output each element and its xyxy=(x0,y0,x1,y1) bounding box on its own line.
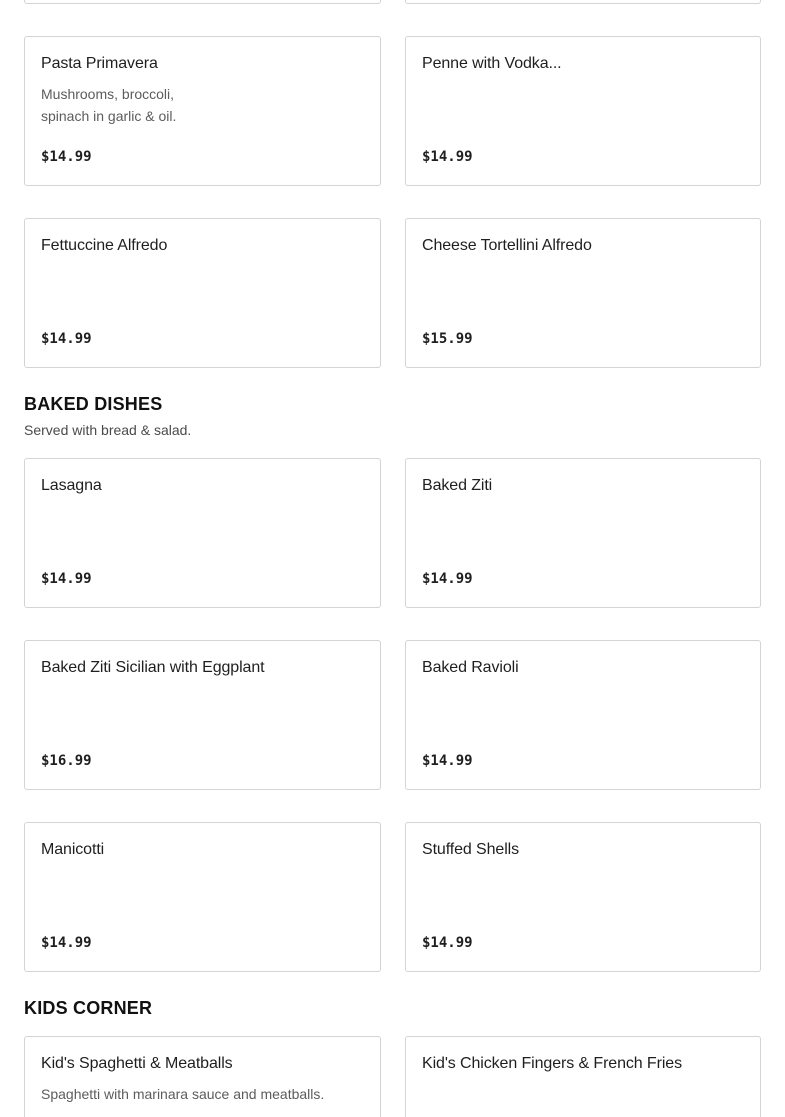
section-title-baked-dishes: BAKED DISHES xyxy=(24,394,163,414)
menu-item-card[interactable] xyxy=(24,218,381,368)
item-name: Manicotti xyxy=(41,841,105,858)
item-name: Cheese Tortellini Alfredo xyxy=(422,237,592,254)
item-description: Mushrooms, broccoli, spinach in garlic & oil. xyxy=(41,86,177,124)
item-name: Baked Ravioli xyxy=(422,659,519,676)
item-name: Lasagna xyxy=(41,477,102,494)
menu-item-card[interactable] xyxy=(24,1036,381,1117)
item-price: $14.99 xyxy=(41,149,92,165)
section-subtitle-baked-dishes: Served with bread & salad. xyxy=(24,422,192,438)
menu-item-card-partial[interactable] xyxy=(405,0,761,4)
item-price: $16.99 xyxy=(41,753,92,769)
item-name: Baked Ziti Sicilian with Eggplant xyxy=(41,659,265,676)
item-name: Fettuccine Alfredo xyxy=(41,237,168,254)
item-price: $14.99 xyxy=(41,935,92,951)
menu-item-card[interactable] xyxy=(405,218,761,368)
item-price: $14.99 xyxy=(422,571,473,587)
item-price: $14.99 xyxy=(41,571,92,587)
item-name: Baked Ziti xyxy=(422,477,493,494)
menu-item-card[interactable] xyxy=(24,458,381,608)
menu-item-card-partial[interactable] xyxy=(24,0,381,4)
menu-item-card[interactable] xyxy=(405,1036,761,1117)
section-title-kids-corner: KIDS CORNER xyxy=(24,998,153,1018)
item-price: $14.99 xyxy=(422,149,473,165)
item-name: Pasta Primavera xyxy=(41,55,158,72)
item-price: $14.99 xyxy=(41,331,92,347)
menu-item-card[interactable] xyxy=(24,36,381,186)
item-name: Stuffed Shells xyxy=(422,841,520,858)
menu-item-card[interactable] xyxy=(405,640,761,790)
menu-item-card[interactable] xyxy=(24,822,381,972)
menu-item-card[interactable] xyxy=(405,458,761,608)
item-name: Kid's Chicken Fingers & French Fries xyxy=(422,1055,682,1072)
item-description: Spaghetti with marinara sauce and meatballs. xyxy=(41,1086,325,1102)
menu-item-card[interactable] xyxy=(405,822,761,972)
menu-item-card[interactable] xyxy=(405,36,761,186)
item-price: $14.99 xyxy=(422,753,473,769)
item-name: Penne with Vodka... xyxy=(422,55,562,72)
item-price: $14.99 xyxy=(422,935,473,951)
item-name: Kid's Spaghetti & Meatballs xyxy=(41,1055,233,1072)
item-price: $15.99 xyxy=(422,331,473,347)
menu-item-card[interactable] xyxy=(24,640,381,790)
